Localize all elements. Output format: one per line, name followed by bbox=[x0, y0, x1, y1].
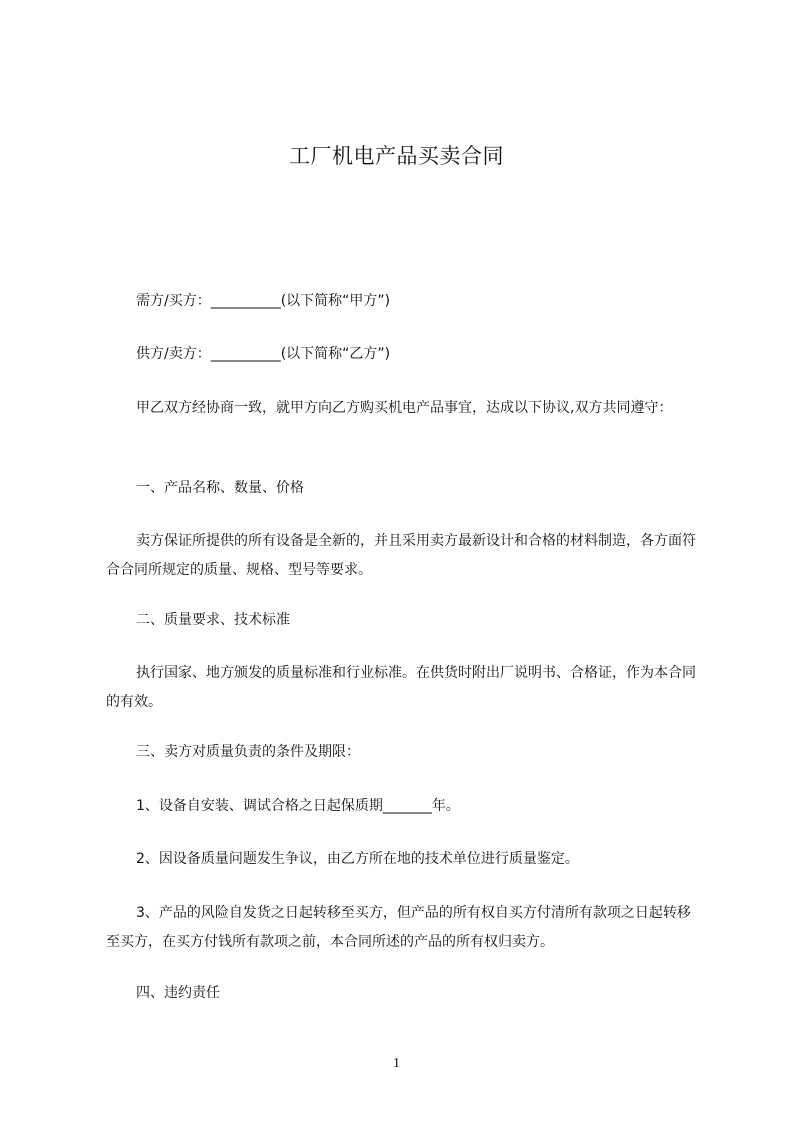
clause-item-2: 2、因设备质量问题发生争议，由乙方所在地的技术单位进行质量鉴定。 bbox=[136, 851, 579, 867]
document-title: 工厂机电产品买卖合同 bbox=[289, 144, 504, 168]
clause-item-3: 3、产品的风险自发货之日起转移至买方，但产品的所有权自买方付清所有款项之日起转移至买方，在买方付钱所有款项之前，本合同所述的产品的所有权归卖方。 bbox=[106, 905, 691, 950]
section-4-heading: 四、违约责任 bbox=[136, 985, 220, 1001]
seller-line: 供方/卖方：__________(以下简称“乙方”) bbox=[136, 346, 391, 362]
section-2-body: 执行国家、地方颁发的质量标准和行业标准。在供货时附出厂说明书、合格证，作为本合同的有效。 bbox=[106, 665, 696, 710]
page-number: 1 bbox=[393, 1056, 400, 1071]
intro-paragraph: 甲乙双方经协商一致，就甲方向乙方购买机电产品事宜，达成以下协议,双方共同遵守： bbox=[136, 400, 673, 416]
clause-item-1: 1、设备自安装、调试合格之日起保质期_______年。 bbox=[136, 798, 460, 814]
buyer-line: 需方/买方：__________(以下简称“甲方”) bbox=[136, 293, 391, 309]
section-2-heading: 二、质量要求、技术标准 bbox=[136, 612, 290, 628]
section-3-heading: 三、卖方对质量负责的条件及期限： bbox=[136, 744, 360, 760]
section-1-heading: 一、产品名称、数量、价格 bbox=[136, 480, 304, 496]
section-1-body: 卖方保证所提供的所有设备是全新的，并且采用卖方最新设计和合格的材料制造，各方面符合合同所规定的质量、规格、型号等要求。 bbox=[106, 533, 696, 578]
